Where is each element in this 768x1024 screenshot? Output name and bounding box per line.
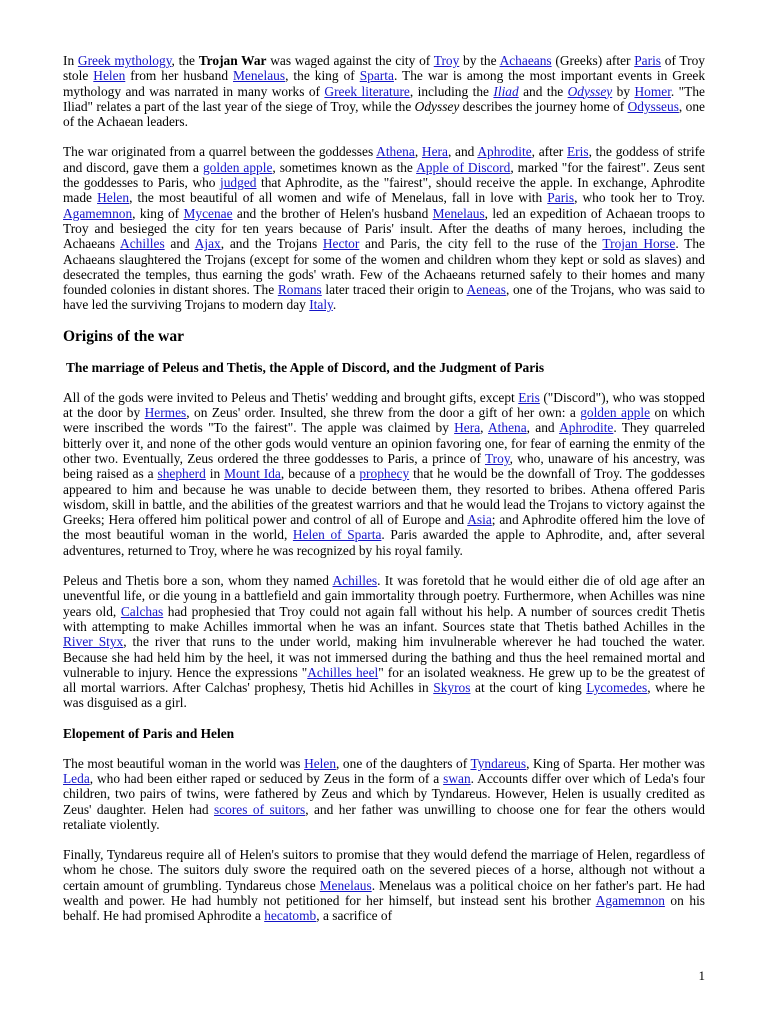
text-run: . "The Iliad" relates a part of the last year of the siege of Troy, while the (63, 83, 705, 114)
link[interactable]: Helen of Sparta (292, 527, 382, 543)
text-run: describes the journey home of (459, 98, 628, 114)
link[interactable]: golden apple (580, 405, 651, 421)
link[interactable]: judged (220, 175, 257, 191)
italic-title: Odyssey (414, 98, 460, 114)
text-run: All of the gods were invited to Peleus and Thetis' wedding and brought gifts, except (63, 389, 519, 405)
text-run: , and (447, 144, 478, 160)
text-run: and the (518, 83, 568, 99)
link[interactable]: Achilles (332, 573, 378, 589)
text-run: , the goddess of strife and discord, gave them a (63, 144, 705, 175)
link[interactable]: Skyros (433, 680, 471, 696)
text-run: was waged against the city of (266, 53, 434, 68)
text-run: , marked "for the fairest". Zeus sent the goddesses to Paris, who (63, 159, 705, 191)
link[interactable]: Tyndareus (470, 755, 527, 771)
link[interactable]: Athena (376, 144, 415, 160)
heading-elopement: Elopement of Paris and Helen (63, 725, 235, 741)
text-run: from her husband (125, 68, 234, 84)
text-run: , where he was disguised as a girl. (63, 680, 705, 711)
link[interactable]: Sparta (359, 68, 394, 84)
link[interactable]: Iliad (493, 83, 519, 99)
link[interactable]: swan (443, 770, 471, 786)
text-run: (Greeks) after (551, 53, 635, 68)
text-run: of Troy stole (63, 53, 705, 84)
link[interactable]: Hermes (144, 405, 187, 421)
text-run: that he would be the downfall of Troy. The goddesses appeared to him and because he was unable to decide between them, they resorted to bribes. Athena offered Paris wisdom, skill in battle, and the abilities of the greatest warriors and that he would lead the Trojans to victory against the Greeks; Hera offered him political power and control of all of Europe and (63, 466, 705, 528)
heading-marriage: The marriage of Peleus and Thetis, the Apple of Discord, and the Judgment of Paris (66, 359, 545, 375)
text-run: Peleus and Thetis bore a son, whom they named (63, 573, 333, 589)
link[interactable]: Eris (518, 389, 540, 405)
link[interactable]: Romans (277, 282, 322, 298)
link[interactable]: Trojan Horse (602, 236, 676, 252)
text-run: and the brother of Helen's husband (232, 205, 433, 221)
link[interactable]: Paris (547, 190, 575, 206)
text-run: , including the (409, 83, 494, 99)
text-run: , after (531, 144, 567, 160)
link[interactable]: Greek mythology (77, 53, 172, 68)
text-run: had prophesied that Troy could not again fall without his help. A number of sources credit Thetis with attempting to make Achilles immortal when he was an infant. Sources state that Thetis bathed Achilles in the (63, 603, 705, 634)
text-run: ("Discord"), who was stopped at the door by (63, 389, 705, 421)
text-run: , because of a (280, 466, 360, 482)
link[interactable]: Paris (634, 53, 662, 68)
link[interactable]: Mycenae (183, 205, 233, 221)
link[interactable]: Ajax (194, 236, 221, 252)
text-run: , (414, 144, 422, 160)
link[interactable]: Helen (304, 755, 337, 771)
link[interactable]: Lycomedes (586, 680, 648, 696)
text-run: that Aphrodite, as the "fairest", should receive the apple. In exchange, Aphrodite made (63, 175, 705, 206)
paragraph-helen (63, 756, 705, 832)
text-run: , the (171, 53, 199, 68)
text-run: , and her father was unwilling to choose one for fear the others would retaliate violently. (63, 801, 705, 832)
text-run: , one of the Trojans, who was said to have led the surviving Trojans to modern day (63, 282, 705, 313)
link[interactable]: Calchas (120, 603, 164, 619)
link[interactable]: Odysseus (627, 98, 679, 114)
text-run: , who had been either raped or seduced by Zeus in the form of a (89, 770, 444, 786)
text-run: Finally, Tyndareus require all of Helen's suitors to promise that they would defend the marriage of Helen, regardless of whom he chose. The suitors duly swore the required oath on the severed pieces of a horse, although not without a certain amount of grumbling. Tyndareus chose (63, 847, 705, 893)
paragraph-judgment (63, 390, 705, 558)
text-run: , who, unaware of his ancestry, was being raised as a (63, 450, 706, 482)
link[interactable]: Menelaus (432, 205, 485, 221)
text-run: , on Zeus' order. Insulted, she threw from the door a gift of her own: a (186, 405, 581, 421)
link[interactable]: hecatomb (264, 908, 317, 924)
link[interactable]: shepherd (157, 466, 206, 482)
text-run: . The Achaeans slaughtered the Trojans (except for some of the women and children whom they kept or sold as slaves) and desecrated the temples, thus earning the gods' wrath. Few of the Achaeans returned safely to their homes and many founded colonies in distant shores. The (63, 236, 705, 298)
text-run: in (205, 466, 225, 482)
text-run: on which were inscribed the words "To the fairest". The apple was claimed by (63, 405, 705, 436)
link[interactable]: Aeneas (466, 282, 506, 298)
bold-term: Trojan War (198, 53, 267, 68)
link[interactable]: Asia (467, 512, 492, 528)
link[interactable]: Odyssey (567, 83, 613, 99)
text-run: In (63, 53, 78, 68)
link[interactable]: Achilles (120, 236, 165, 252)
text-run: , and the Trojans (220, 236, 323, 252)
link[interactable]: Aphrodite (477, 144, 532, 160)
link[interactable]: Agamemnon (595, 893, 665, 909)
link[interactable]: Athena (488, 420, 527, 436)
text-run: at the court of king (470, 680, 587, 696)
text-run: . Menelaus was a political choice on her father's part. He had wealth and power. He had humbly not petitioned for her himself, but instead sent his brother (63, 877, 705, 909)
text-run: , who took her to Troy. (574, 190, 705, 206)
text-run: , a sacrifice of (316, 908, 393, 924)
text-run: , king of (132, 205, 184, 221)
text-run: ; and Aphrodite offered him the love of the most beautiful woman in the world, (63, 512, 705, 543)
link[interactable]: Troy (484, 450, 510, 466)
link[interactable]: Achaeans (499, 53, 552, 68)
text-run: . Paris awarded the apple to Aphrodite, and, after several adventures, returned to Troy, where he was recognized by his royal family. (63, 527, 705, 558)
link[interactable]: Achilles heel (307, 664, 379, 680)
text-run: , the river that runs to the under world, making him invulnerable wherever he had touched the water. Because she had held him by the heel, it was not immersed during the bathing and thus the heel remained mortal and vulnerable to injury. Hence the expressions " (63, 634, 705, 680)
link[interactable]: Troy (433, 53, 460, 68)
link[interactable]: prophecy (359, 466, 410, 482)
link[interactable]: Eris (566, 144, 589, 160)
text-run: . They quarreled bitterly over it, and none of the other gods would venture an opinion favoring one, for fear of earning the enmity of the other two. Eventually, Zeus ordered the three goddesses to Paris, a prince of (63, 420, 706, 466)
text-run: , led an expedition of Achaean troops to Troy and besieged the city for ten years because of Paris' insult. After the deaths of many heroes, including the Achaeans (63, 205, 705, 252)
link[interactable]: Menelaus (319, 877, 372, 893)
page-number: 1 (698, 968, 705, 983)
link[interactable]: Helen (97, 190, 130, 206)
text-run: , one of the Achaean leaders. (63, 98, 705, 130)
link[interactable]: golden apple (202, 159, 273, 175)
link[interactable]: Hera (454, 420, 481, 436)
text-run: " for an isolated weakness. He grew up to be the greatest of all mortal warriors. After Calchas' prophesy, Thetis hid Achilles in (63, 664, 705, 696)
link[interactable]: Helen (93, 68, 126, 84)
text-run: by the (459, 53, 500, 68)
paragraph-war-origin (63, 144, 705, 312)
link[interactable]: Leda (63, 770, 90, 786)
text-run: . (332, 297, 337, 313)
heading-origins: Origins of the war (63, 327, 184, 345)
document-body (63, 53, 705, 924)
text-run: and (164, 236, 195, 252)
link[interactable]: Italy (309, 297, 333, 313)
paragraph-intro (63, 53, 705, 129)
text-run: by (612, 83, 635, 99)
text-run: , the king of (285, 68, 360, 84)
text-run: . Accounts differ over which of Leda's four children, two pairs of twins, were fathered by Zeus and which by Tyndareus. However, Helen is usually credited as Zeus' daughter. Helen had (63, 770, 706, 817)
text-run: , King of Sparta. Her mother was (526, 755, 705, 771)
link[interactable]: Menelaus (233, 68, 286, 84)
text-run: . It was foretold that he would either die of old age after an uneventful life, or die young in a battlefield and gain immortality through poetry. Furthermore, when Achilles was nine years old, (63, 573, 705, 619)
link[interactable]: Apple of Discord (416, 159, 511, 175)
link[interactable]: Aphrodite (559, 420, 614, 436)
link[interactable]: Hera (421, 144, 448, 160)
text-run: , sometimes known as the (272, 159, 417, 175)
text-run: , (480, 420, 488, 436)
text-run: , and (526, 420, 560, 436)
link[interactable]: Hector (322, 236, 360, 252)
paragraph-suitors (63, 847, 705, 923)
text-run: The most beautiful woman in the world was (63, 755, 305, 771)
text-run: and Paris, the city fell to the ruse of the (359, 236, 603, 252)
link[interactable]: Agamemnon (63, 205, 133, 221)
text-run: later traced their origin to (321, 282, 467, 298)
text-run: The war originated from a quarrel between the goddesses (63, 144, 377, 160)
link[interactable]: River Styx (63, 634, 124, 650)
text-run: , one of the daughters of (336, 755, 471, 771)
link[interactable]: Homer (634, 83, 671, 99)
link[interactable]: Greek literature (324, 83, 410, 99)
text-run: . The war is among the most important events in Greek mythology and was narrated in many works of (63, 68, 706, 99)
text-run: , the most beautiful of all women and wife of Menelaus, fall in love with (129, 190, 548, 206)
link[interactable]: scores of suitors (213, 801, 306, 817)
text-run: on his behalf. He had promised Aphrodite a (63, 893, 705, 924)
paragraph-achilles (63, 573, 705, 711)
link[interactable]: Mount Ida (224, 466, 281, 482)
